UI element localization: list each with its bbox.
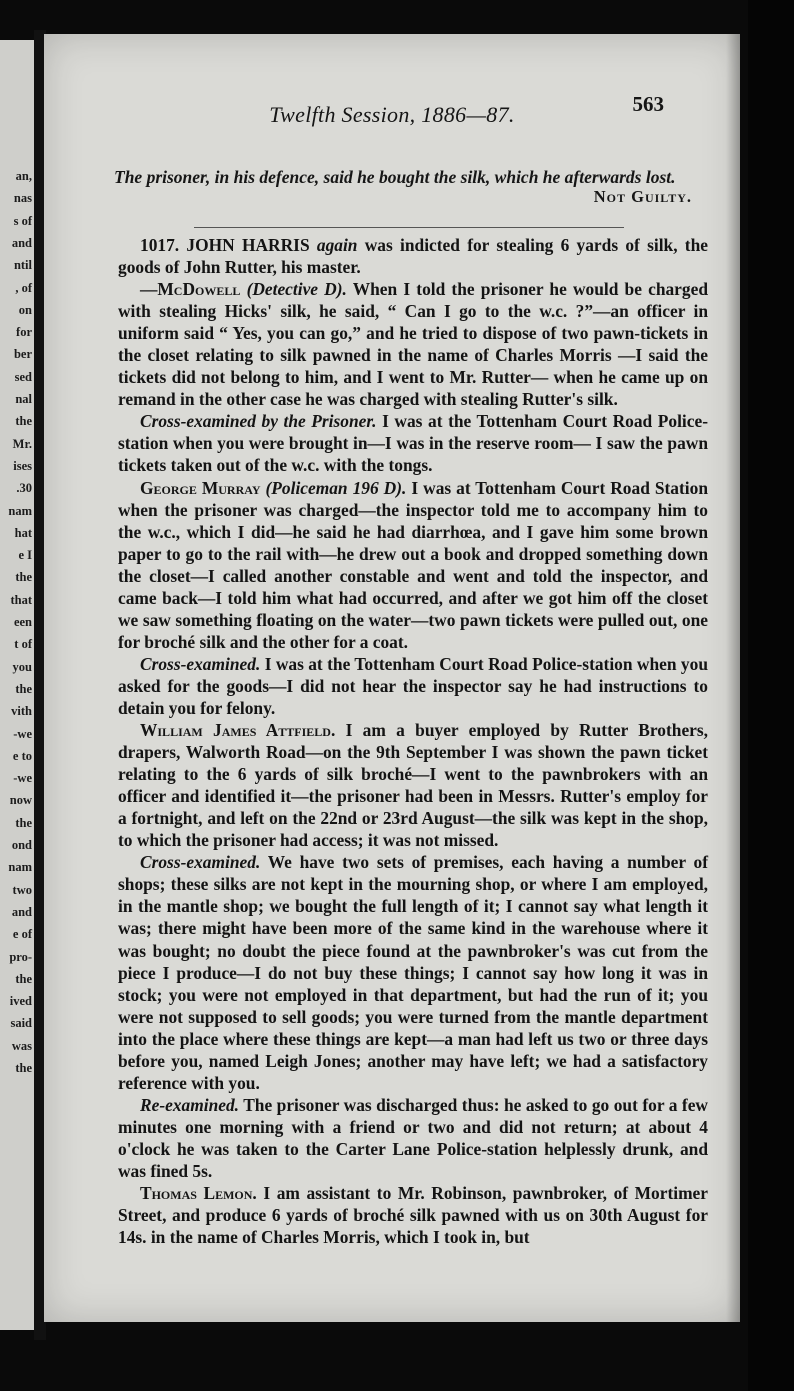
margin-fragment: s of — [13, 213, 32, 228]
margin-fragment: e I — [18, 548, 32, 563]
case-number: 1017. — [140, 235, 180, 255]
testimony-paragraph — [118, 410, 708, 476]
testimony-text: I was at the Tottenham Court Road Police-station when you were brought in—I was in the reserve room— I saw the pawn tickets taken out of the w.c. with the tongs. — [118, 411, 708, 476]
testimony-paragraph — [118, 1094, 708, 1182]
margin-fragment: said — [10, 1016, 32, 1031]
testimony-text: The prisoner was discharged thus: he asked to go out for a few minutes one morning with a friend or two and did not return; at about 4 o'clock he was taken to the Carter Lane Police-station helplessly drunk, and was fined 5s. — [118, 1094, 708, 1181]
margin-fragment: and — [11, 235, 32, 250]
margin-fragment: e of — [12, 927, 32, 942]
margin-fragment: Mr. — [12, 436, 32, 451]
margin-fragment: an, — [15, 169, 32, 183]
margin-fragment: -we — [13, 771, 32, 786]
testimony-paragraph — [118, 851, 708, 1094]
margin-fragment: ond — [11, 838, 32, 852]
page-number: 563 — [632, 92, 664, 116]
examination-label: Cross-examined. — [140, 653, 261, 674]
examination-label: Cross-examined by the Prisoner. — [140, 411, 377, 432]
margin-fragment: the — [15, 1061, 32, 1075]
margin-fragment: and — [11, 904, 32, 919]
testimony-paragraph — [118, 719, 708, 851]
testimony-paragraphs — [118, 278, 708, 1248]
margin-fragment: you — [12, 659, 32, 674]
testimony-paragraph — [118, 1182, 708, 1248]
margin-fragment: pro- — [9, 949, 32, 964]
defendant-name: JOHN HARRIS — [186, 235, 310, 255]
margin-fragment: the — [15, 681, 32, 696]
margin-fragment: two — [12, 882, 32, 897]
testimony-text: I was at the Tottenham Court Road Police-station when you asked for the goods—I did not hear the inspector say he had instructions to detain you for felony. — [118, 653, 708, 718]
page-edge-shadow — [726, 34, 740, 1322]
margin-fragment: on — [18, 302, 32, 317]
margin-fragment: nam — [8, 503, 32, 518]
margin-fragment: the — [15, 815, 32, 830]
testimony-paragraph — [118, 477, 708, 653]
running-title: Twelfth Session, 1886—87. — [269, 102, 515, 127]
witness-name: —McDowell — [140, 279, 241, 300]
margin-fragment: the — [15, 971, 32, 986]
margin-fragment: nam — [8, 860, 32, 875]
testimony-text: When I told the prisoner he would be charged with stealing Hicks' silk, he said, “ Can I go to the w.c. ?”—an officer in uniform said “ Yes, you can go,” and he tried to dispose of two pawn-tickets in the closet relating to silk pawned in the name of Charles Morris —I said the tickets did not belong to him, and I went to Mr. Rutter— when he came up on remand in the other case he was charged with stealing Rutter's silk. — [118, 279, 708, 410]
margin-fragment: was — [11, 1038, 32, 1053]
margin-fragment: the — [15, 414, 32, 429]
trial-record — [118, 234, 708, 1248]
testimony-text: I am assistant to Mr. Robinson, pawnbroker, of Mortimer Street, and produce 6 yards of broché silk pawned with us on 30th August for 14s. in the name of Charles Morris, which I took in, but — [118, 1183, 708, 1248]
margin-fragment: hat — [14, 525, 32, 540]
margin-fragment: t of — [14, 637, 32, 652]
witness-name: William James Attfield. — [140, 720, 336, 741]
margin-fragment: sed — [14, 369, 32, 384]
margin-fragment: ived — [9, 994, 32, 1009]
margin-fragment: een — [13, 615, 32, 629]
section-divider — [194, 227, 624, 228]
testimony-text: I was at Tottenham Court Road Station when the prisoner was charged—the inspector told me to accompany him to the w.c., which I did—he said he had diarrhœa, and I gave him some brown paper to go to the rail with—he drew out a book and dropped something down the closet—I called another constable and went and told the inspector, and came back—I told him what had occurred, and after we got him off the closet we saw something floating on the water—two pawn tickets were pulled out, one for broché silk and the other for a coat. — [118, 477, 708, 652]
adjacent-page-edge — [0, 40, 34, 1330]
margin-fragment: , of — [15, 280, 32, 295]
testimony-text: We have two sets of premises, each having a number of shops; these silks are not kept in the mourning shop, or where I am employed, in the mantle shop; we bought the full length of it; I cannot say what length it was; there might have been more of the same kind in the warehouse where it was bought; no doubt the piece found at the pawnbroker's was cut from the piece I produce—I do not buy these things; I cannot say how long it was in stock; you were not employed in that department, but had the run of it; you were not supposed to sell goods; you were turned from the mantle department into the place where these things are kept—a man had left us two or three days before you, named Leigh Jones; another may have left; we had a satisfactory reference with you. — [118, 852, 708, 1093]
examination-label: Re-examined. — [140, 1094, 240, 1115]
margin-fragment: ber — [13, 347, 32, 362]
case-heading — [118, 234, 708, 278]
testimony-paragraph — [118, 653, 708, 719]
margin-fragment: for — [16, 325, 32, 340]
testimony-paragraph — [118, 278, 708, 410]
verdict: Not Guilty. — [593, 187, 692, 206]
again-word: again — [316, 235, 358, 255]
margin-fragment: .30 — [16, 481, 32, 496]
witness-name: Thomas Lemon. — [140, 1183, 257, 1204]
margin-fragment: ises — [13, 458, 32, 473]
defence-statement: The prisoner, in his defence, said he bought the silk, which he afterwards lost. — [114, 167, 676, 187]
document-page — [44, 34, 740, 1322]
margin-fragment: ntil — [13, 258, 32, 273]
margin-fragment: vith — [11, 704, 32, 719]
film-border — [748, 0, 794, 1391]
margin-fragment: the — [15, 570, 32, 585]
margin-fragment: nal — [15, 392, 32, 406]
margin-fragment: now — [9, 793, 32, 808]
margin-fragment: nas — [13, 191, 32, 206]
examination-label: Cross-examined. — [140, 852, 261, 873]
margin-fragment: -we — [13, 726, 32, 741]
testimony-text: I am a buyer employed by Rutter Brothers, drapers, Walworth Road—on the 9th September I was shown the pawn ticket relating to the 6 yards of silk broché—I went to the pawnbrokers with an officer and identified it—the prisoner had been in Messrs. Rutter's employ for a fortnight, and left on the 22nd or 23rd August—the silk was kept in the shop, to which the prisoner had access; it was not missed. — [118, 720, 709, 851]
margin-fragment: that — [10, 592, 32, 607]
examination-label: (Policeman 196 D). — [265, 477, 407, 498]
examination-label: (Detective D). — [246, 279, 347, 300]
indictment-text: was indicted for stealing 6 yards of silk, the goods of John Rutter, his master. — [118, 235, 708, 278]
witness-name: George Murray — [140, 477, 261, 498]
margin-fragment: e to — [12, 748, 32, 763]
